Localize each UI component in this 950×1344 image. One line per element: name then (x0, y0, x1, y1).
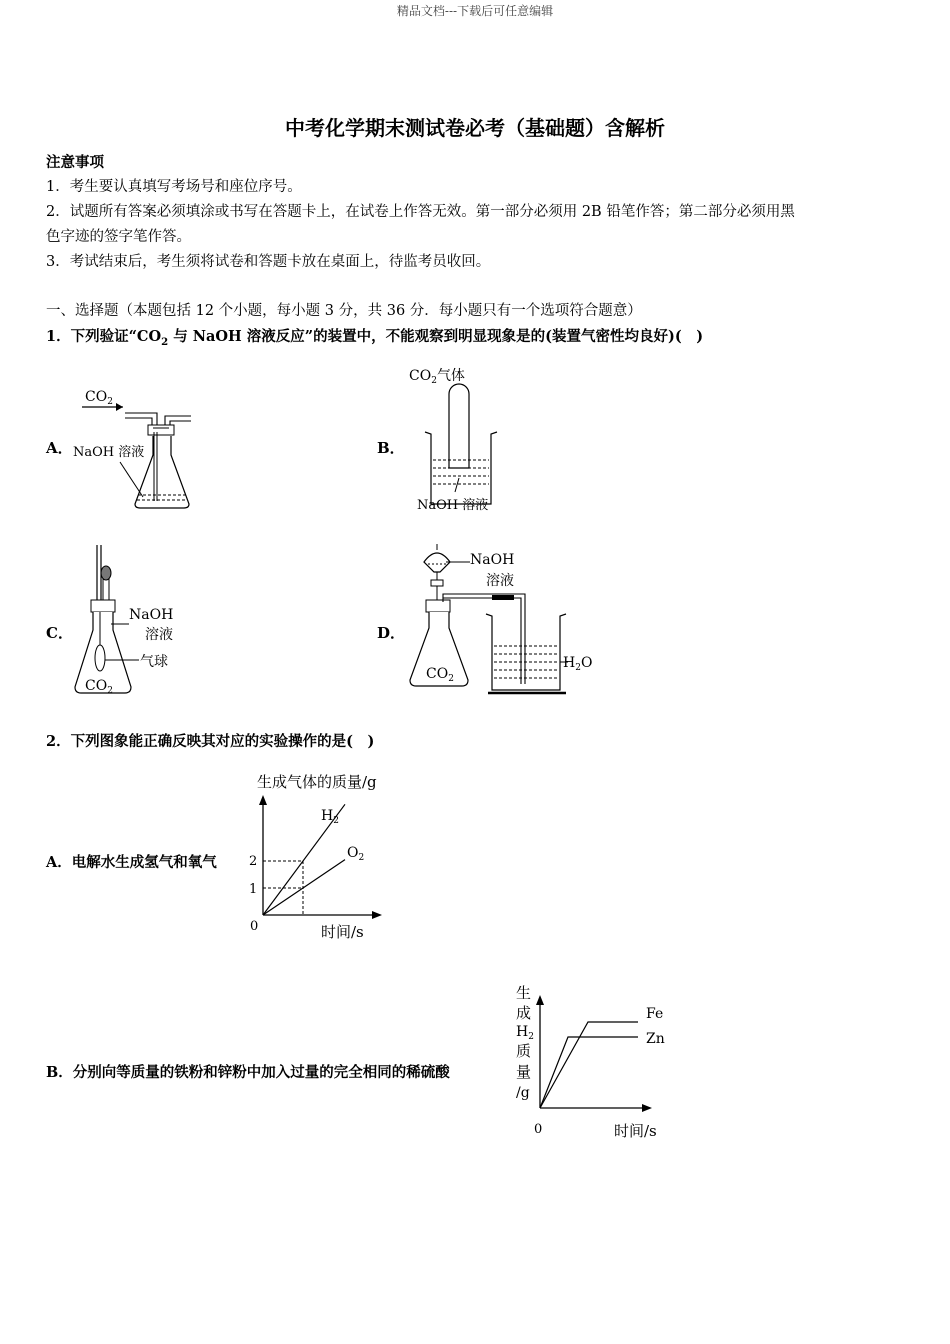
chart-b-ylabel-2: 成 (516, 1004, 532, 1022)
chart-b-ylabel-1: 生 (516, 984, 532, 1002)
apparatus-c-co2-label: $CO_2$ (85, 678, 113, 696)
notice-item-2-cont: 色字迹的签字笔作答。 (46, 229, 191, 245)
apparatus-b-gas-label: $CO_2$气体 (409, 368, 465, 386)
apparatus-d-diagram (400, 540, 600, 700)
chart-electrolysis (245, 765, 400, 950)
chart-b-series-fe (540, 1022, 638, 1108)
question-1-stem: 1．下列验证“$CO_2$ 与 NaOH 溶液反应”的装置中，不能观察到明显现象是的(装置气密性均良好)( ) (46, 328, 704, 348)
apparatus-a-naoh-label: NaOH 溶液 (73, 445, 145, 460)
apparatus-c-balloon-label: 气球 (140, 654, 168, 670)
chart-b-ylabel-6: /g (516, 1085, 530, 1101)
chart-a-xlabel: 时间/s (321, 923, 364, 941)
q2-option-b: B．分别向等质量的铁粉和锌粉中加入过量的完全相同的稀硫酸 (46, 1064, 450, 1081)
chart-a-label-h2: $H_2$ (321, 808, 339, 826)
apparatus-c-diagram (65, 540, 195, 700)
option-d-label: D． (377, 624, 406, 642)
notice-heading: 注意事项 (46, 154, 104, 171)
page-title: 中考化学期末测试卷必考（基础题）含解析 (285, 116, 665, 140)
notice-item-1: 1．考生要认真填写考场号和座位序号。 (46, 179, 302, 195)
notice-item-3: 3．考试结束后，考生须将试卷和答题卡放在桌面上，待监考员收回。 (46, 254, 491, 270)
chart-a-origin: 0 (250, 919, 259, 934)
section-heading: 一、选择题（本题包括 12 个小题，每小题 3 分，共 36 分．每小题只有一个选项符合题意） (46, 303, 642, 319)
chart-b-label-fe: Fe (646, 1006, 664, 1022)
page-header: 精品文档---下载后可任意编辑 (396, 4, 554, 18)
option-c-label: C． (46, 624, 73, 642)
apparatus-a-co2-label: $CO_2$ (85, 389, 113, 407)
q2-option-a: A．电解水生成氢气和氧气 (46, 854, 217, 871)
apparatus-b-naoh-label: NaOH 溶液 (417, 498, 489, 513)
chart-a-ylabel: 生成气体的质量/g (257, 773, 377, 791)
apparatus-d-water-label: $H_2O$ (563, 655, 593, 673)
question-2-stem: 2．下列图象能正确反映其对应的实验操作的是( ) (46, 733, 375, 750)
chart-a-ytick-2: 2 (249, 854, 258, 869)
apparatus-c-solution-label: 溶液 (145, 627, 173, 643)
option-a-label: A． (46, 439, 73, 457)
apparatus-d-solution-label: 溶液 (486, 573, 514, 589)
chart-b-series-zn (540, 1037, 638, 1108)
chart-b-origin: 0 (534, 1122, 543, 1137)
apparatus-b-diagram (405, 362, 515, 522)
chart-b-label-zn: Zn (646, 1031, 665, 1047)
chart-a-label-o2: $O_2$ (347, 845, 365, 863)
apparatus-a-diagram (65, 380, 200, 520)
chart-fe-zn (510, 980, 685, 1145)
apparatus-d-co2-label: $CO_2$ (426, 666, 454, 684)
chart-a-series-o2 (263, 860, 345, 915)
apparatus-d-naoh-label: NaOH (470, 552, 515, 568)
chart-b-ylabel-4: 质 (516, 1042, 532, 1060)
notice-item-2: 2．试题所有答案必须填涂或书写在答题卡上，在试卷上作答无效。第一部分必须用 2B 铅笔作答；第二部分必须用黑 (46, 204, 795, 220)
chart-a-ytick-1: 1 (249, 882, 258, 897)
chart-b-ylabel-5: 量 (516, 1063, 532, 1081)
chart-b-ylabel-3: $H_2$ (516, 1024, 534, 1042)
chart-b-xlabel: 时间/s (614, 1122, 657, 1140)
option-b-label: B． (377, 439, 405, 457)
apparatus-c-naoh-label: NaOH (129, 607, 174, 623)
